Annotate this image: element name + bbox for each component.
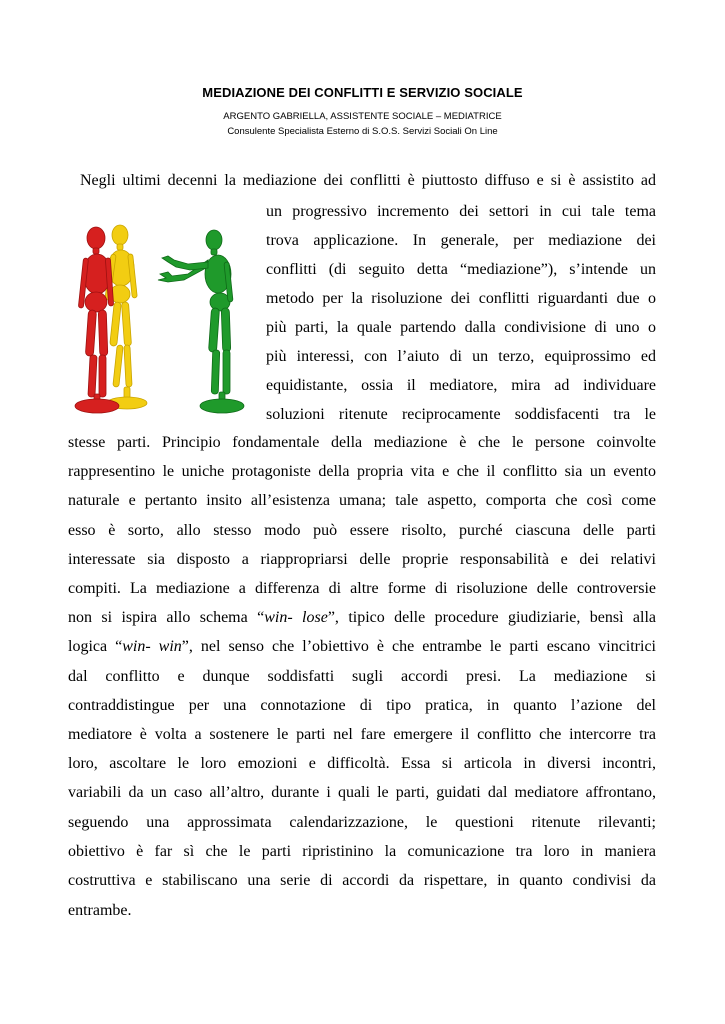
body-line: contraddistingue per una connotazione di tipo pratica, in quanto l’azione del xyxy=(68,697,656,714)
body-line xyxy=(68,632,656,661)
body-line: loro, ascoltare le loro emozioni e difficoltà. Essa si articola in diversi incontri, xyxy=(68,755,656,772)
body-line: esso è sorto, allo stesso modo può essere risolto, purché ciascuna delle parti xyxy=(68,522,656,539)
body-line: soluzioni ritenute reciprocamente soddisfacenti tra le xyxy=(266,406,656,423)
body-line: obiettivo è far sì che le parti ripristinino la comunicazione tra loro in maniera xyxy=(68,843,656,860)
italic-term: win- win xyxy=(122,638,182,655)
body-line: mediatore è volta a sostenere le parti nel fare emergere il conflitto che intercorre tra xyxy=(68,726,656,743)
body-line: compiti. La mediazione a differenza di altre forme di risoluzione delle controversie xyxy=(68,580,656,597)
body-line: costruttiva e stabiliscano una serie di accordi da rispettare, in quanto condivisi da xyxy=(68,872,656,889)
body-line: un progressivo incremento dei settori in cui tale tema xyxy=(266,203,656,220)
body-line: naturale e pertanto insito all’esistenza umana; tale aspetto, comporta che così come xyxy=(68,492,656,509)
italic-term: win- lose xyxy=(264,609,328,626)
body-line: conflitti (di seguito detta “mediazione”), s’intende un xyxy=(266,261,656,278)
body-line: rappresentino le uniche protagoniste della propria vita e che il conflitto sia un evento xyxy=(68,463,656,480)
body-text: ”, tipico delle procedure giudiziarie, bensì alla xyxy=(327,609,657,626)
body-line: variabili da un caso all’altro, durante i quali le parti, guidati dal mediatore affrontano, xyxy=(68,784,656,801)
document-author: ARGENTO GABRIELLA, ASSISTENTE SOCIALE – MEDIATRICE xyxy=(223,111,502,122)
body-line: entrambe. xyxy=(68,902,132,919)
body-text: logica “ xyxy=(68,638,123,655)
body-line: equidistante, ossia il mediatore, mira ad individuare xyxy=(266,377,656,394)
body-line: dal conflitto e dunque soddisfatti sugli accordi presi. La mediazione si xyxy=(68,668,656,685)
body-line: metodo per la risoluzione dei conflitti riguardanti due o xyxy=(266,290,656,307)
body-line xyxy=(68,603,656,632)
body-text: ”, nel senso che l’obiettivo è che entrambe le parti escano vincitrici xyxy=(181,638,657,655)
document-title: MEDIAZIONE DEI CONFLITTI E SERVIZIO SOCIALE xyxy=(202,85,523,100)
body-line: trova applicazione. In generale, per mediazione dei xyxy=(266,232,656,249)
document-affiliation: Consulente Specialista Esterno di S.O.S. Servizi Sociali On Line xyxy=(227,126,498,137)
body-line: interessate sia disposto a riappropriarsi delle proprie responsabilità e dei relativi xyxy=(68,551,656,568)
body-line: più interessi, con l’aiuto di un terzo, equiprossimo ed xyxy=(266,348,656,365)
body-line: stesse parti. Principio fondamentale della mediazione è che le persone coinvolte xyxy=(68,434,656,451)
body-text: non si ispira allo schema “ xyxy=(68,609,265,626)
green-mannequin xyxy=(158,230,244,413)
body-line: seguendo una approssimata calendarizzazione, le questioni ritenute rilevanti; xyxy=(68,814,656,831)
yellow-mannequin xyxy=(105,225,147,409)
mannequins-figure xyxy=(68,222,258,416)
body-line: Negli ultimi decenni la mediazione dei conflitti è piuttosto diffuso e si è assistito ad xyxy=(80,172,656,189)
body-line: più parti, la quale partendo dalla condivisione di uno o xyxy=(266,319,656,336)
